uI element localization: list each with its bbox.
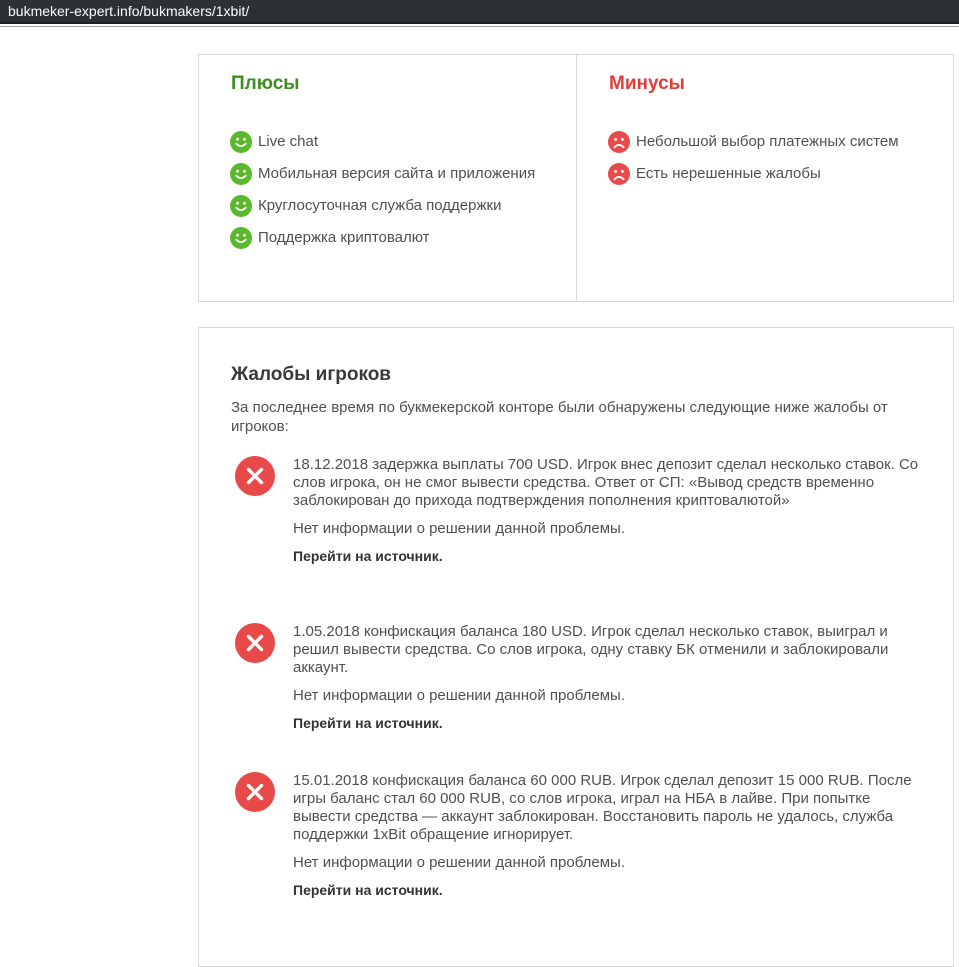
complaint-body	[293, 623, 923, 733]
complaint-text: 18.12.2018 задержка выплаты 700 USD. Игрок внес депозит сделал несколько ставок. Со слов игрока, он не смог вывести средства. Ответ от СП: «Вывод средств временно заблокирован до прихода подтверждения пополнения криптовалютой»	[293, 456, 919, 509]
pros-item-label: Круглосуточная служба поддержки	[258, 197, 502, 214]
x-circle-icon	[235, 772, 275, 812]
pros-item	[230, 131, 570, 153]
complaint-body	[293, 456, 923, 566]
browser-url-bar[interactable]	[0, 0, 959, 24]
cons-item	[608, 131, 948, 153]
url-bar-divider	[0, 26, 959, 27]
pros-column	[199, 55, 576, 301]
x-circle-icon	[235, 456, 275, 496]
pros-item-label: Мобильная версия сайта и приложения	[258, 165, 536, 182]
complaint-status: Нет информации о решении данной проблемы.	[293, 520, 625, 537]
complaint-body	[293, 772, 923, 900]
pros-cons-panel	[198, 54, 954, 302]
complaint-status: Нет информации о решении данной проблемы.	[293, 687, 625, 704]
complaint-text: 1.05.2018 конфискация баланса 180 USD. Игрок сделал несколько ставок, выиграл и решил вывести средства. Со слов игрока, одну ставку БК отменили и заблокировали аккаунт.	[293, 623, 889, 676]
pros-item	[230, 163, 570, 185]
smile-icon	[230, 227, 252, 249]
source-link[interactable]: Перейти на источник.	[293, 715, 443, 731]
sad-icon	[608, 131, 630, 153]
complaints-intro: За последнее время по букмекерской конторе были обнаружены следующие ниже жалобы от игроков:	[231, 399, 888, 435]
pros-item-label: Live chat	[258, 133, 319, 150]
complaint-text: 15.01.2018 конфискация баланса 60 000 RUB. Игрок сделал депозит 15 000 RUB. После игры баланс стал 60 000 RUB, со слов игрока, играл на НБА в лайве. При попытке вывести средства — аккаунт заблокирован. Восстановить пароль не удалось, служба поддержки 1xBit обращение игнорирует.	[293, 772, 912, 843]
cons-item-label: Небольшой выбор платежных систем	[636, 133, 899, 150]
sad-icon	[608, 163, 630, 185]
pros-item	[230, 195, 570, 217]
complaints-title: Жалобы игроков	[231, 364, 391, 385]
source-link[interactable]: Перейти на источник.	[293, 882, 443, 898]
smile-icon	[230, 163, 252, 185]
pros-item	[230, 227, 570, 249]
cons-item	[608, 163, 948, 185]
cons-column	[576, 55, 953, 301]
complaints-panel	[198, 327, 954, 967]
cons-list	[608, 131, 948, 195]
pros-title: Плюсы	[231, 73, 300, 94]
source-link[interactable]: Перейти на источник.	[293, 548, 443, 564]
smile-icon	[230, 195, 252, 217]
url-text[interactable]: bukmeker-expert.info/bukmakers/1xbit/	[8, 3, 250, 19]
complaint-status: Нет информации о решении данной проблемы.	[293, 854, 625, 871]
pros-item-label: Поддержка криптовалют	[258, 229, 430, 246]
cons-title: Минусы	[609, 73, 685, 94]
x-circle-icon	[235, 623, 275, 663]
pros-list	[230, 131, 570, 259]
smile-icon	[230, 131, 252, 153]
cons-item-label: Есть нерешенные жалобы	[636, 165, 821, 182]
